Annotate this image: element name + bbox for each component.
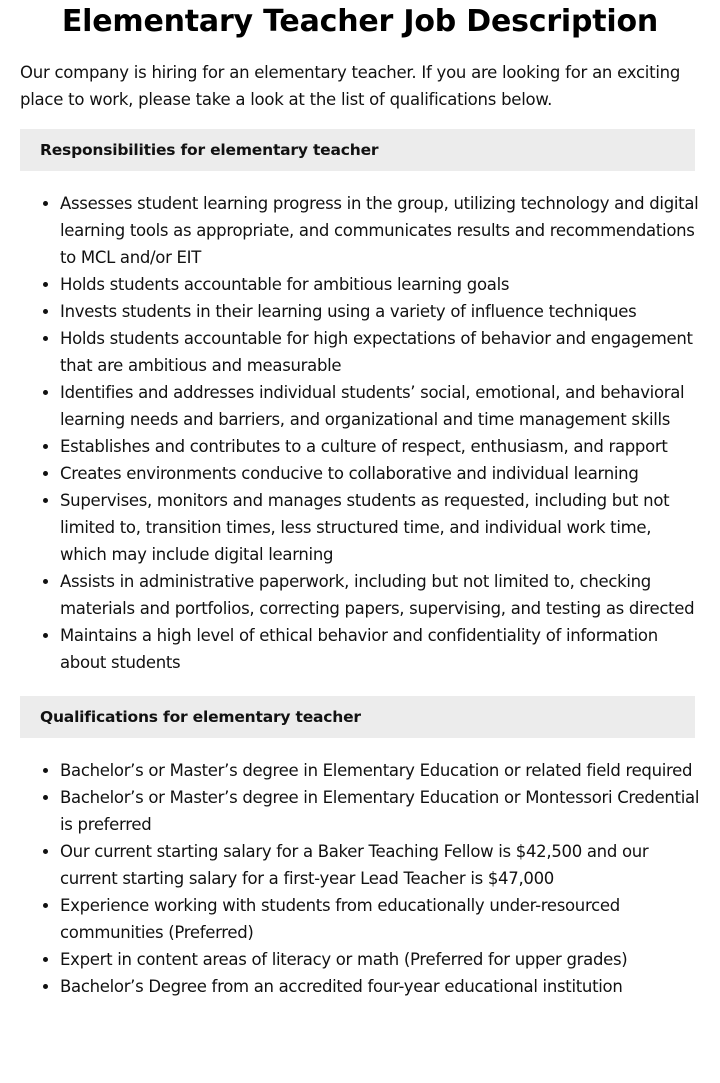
list-item-text: Maintains a high level of ethical behavior and confidentiality of information about students <box>60 626 658 672</box>
list-item <box>60 568 702 622</box>
list-item-text: Supervises, monitors and manages students as requested, including but not limited to, transition times, less structured time, and individual work time, which may include digital learning <box>60 491 670 564</box>
page-title: Elementary Teacher Job Description <box>61 4 659 39</box>
list-item <box>60 487 702 568</box>
list-item <box>60 946 702 973</box>
list-item <box>60 838 702 892</box>
list-item-text: Holds students accountable for ambitious learning goals <box>60 275 510 294</box>
list-item <box>60 379 702 433</box>
list-item <box>60 622 702 676</box>
bullet-icon <box>43 471 48 476</box>
qualifications-heading: Qualifications for elementary teacher <box>20 696 695 738</box>
list-item-text: Our current starting salary for a Baker Teaching Fellow is $42,500 and our current starting salary for a first-year Lead Teacher is $47,000 <box>60 842 649 888</box>
list-item <box>60 433 702 460</box>
bullet-icon <box>43 768 48 773</box>
bullet-icon <box>43 390 48 395</box>
list-item-text: Bachelor’s or Master’s degree in Elementary Education or Montessori Credential is preferred <box>60 788 700 834</box>
bullet-icon <box>43 633 48 638</box>
bullet-icon <box>43 579 48 584</box>
list-item-text: Holds students accountable for high expectations of behavior and engagement that are ambitious and measurable <box>60 329 693 375</box>
responsibilities-list <box>0 190 720 676</box>
bullet-icon <box>43 984 48 989</box>
qualifications-list <box>0 757 720 1000</box>
bullet-icon <box>43 282 48 287</box>
list-item-text: Experience working with students from educationally under-resourced communities (Preferred) <box>60 896 620 942</box>
list-item-text: Bachelor’s Degree from an accredited four-year educational institution <box>60 977 623 996</box>
list-item-text: Identifies and addresses individual students’ social, emotional, and behavioral learning needs and barriers, and organizational and time management skills <box>60 383 685 429</box>
bullet-icon <box>43 309 48 314</box>
list-item <box>60 325 702 379</box>
bullet-icon <box>43 957 48 962</box>
list-item-text: Establishes and contributes to a culture of respect, enthusiasm, and rapport <box>60 437 668 456</box>
list-item-text: Creates environments conducive to collaborative and individual learning <box>60 464 639 483</box>
list-item <box>60 973 702 1000</box>
list-item <box>60 892 702 946</box>
bullet-icon <box>43 849 48 854</box>
list-item <box>60 460 702 487</box>
list-item <box>60 298 702 325</box>
bullet-icon <box>43 336 48 341</box>
list-item <box>60 271 702 298</box>
list-item-text: Expert in content areas of literacy or math (Preferred for upper grades) <box>60 950 628 969</box>
list-item-text: Invests students in their learning using a variety of influence techniques <box>60 302 637 321</box>
list-item <box>60 190 702 271</box>
bullet-icon <box>43 903 48 908</box>
bullet-icon <box>43 498 48 503</box>
list-item-text: Assesses student learning progress in the group, utilizing technology and digital learning tools as appropriate, and communicates results and recommendations to MCL and/or EIT <box>60 194 699 267</box>
bullet-icon <box>43 444 48 449</box>
bullet-icon <box>43 201 48 206</box>
list-item-text: Bachelor’s or Master’s degree in Elementary Education or related field required <box>60 761 693 780</box>
responsibilities-heading: Responsibilities for elementary teacher <box>20 129 695 171</box>
list-item <box>60 784 702 838</box>
list-item-text: Assists in administrative paperwork, including but not limited to, checking materials and portfolios, correcting papers, supervising, and testing as directed <box>60 572 695 618</box>
list-item <box>60 757 702 784</box>
bullet-icon <box>43 795 48 800</box>
intro-paragraph: Our company is hiring for an elementary teacher. If you are looking for an exciting place to work, please take a look at the list of qualifications below. <box>20 63 681 109</box>
